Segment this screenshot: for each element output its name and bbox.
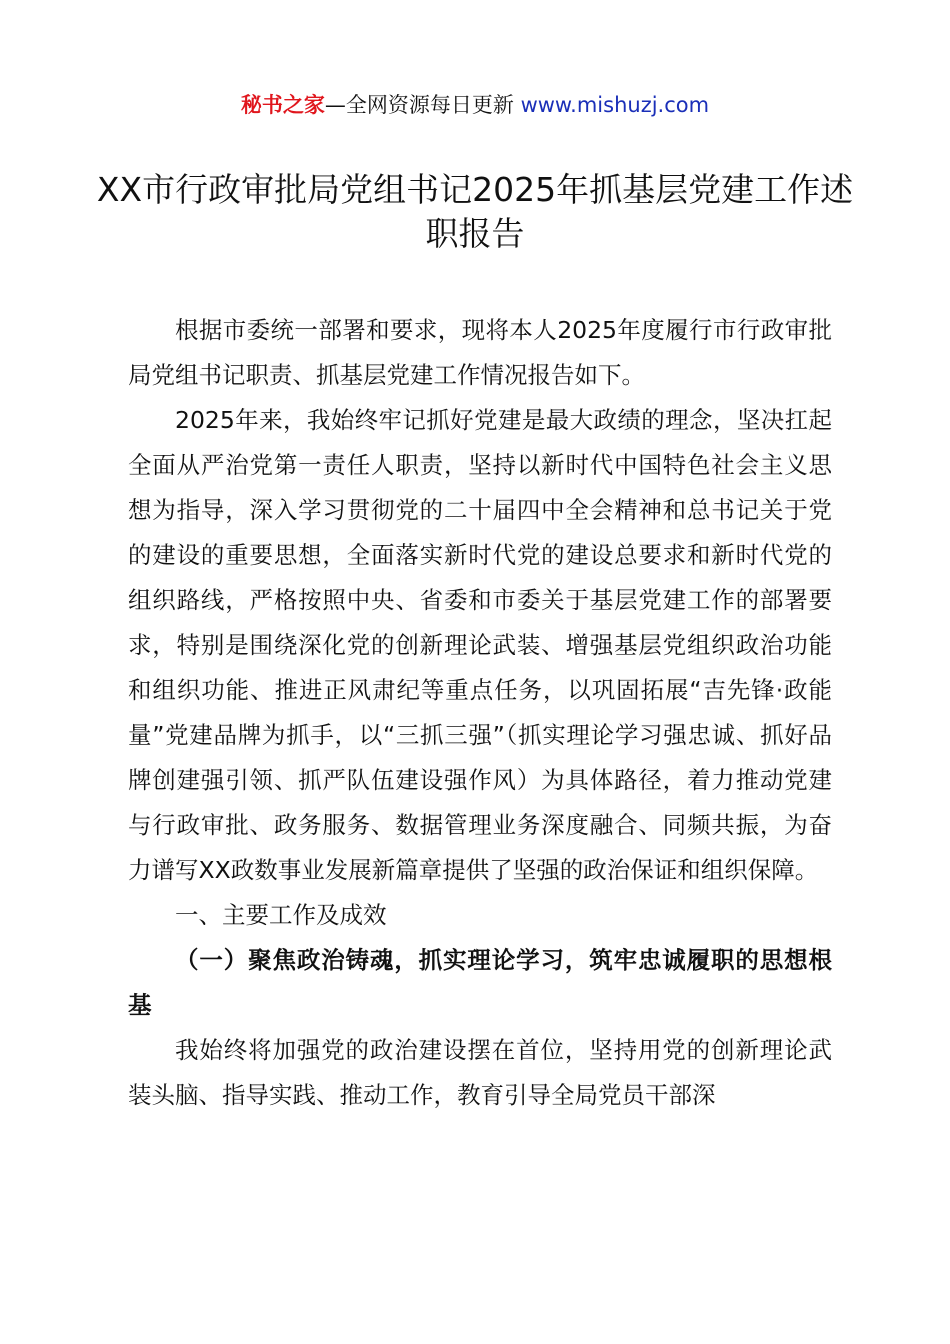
intro-paragraph: 根据市委统一部署和要求，现将本人2025年度履行市行政审批局党组书记职责、抓基层党建工作情况报告如下。 — [128, 316, 832, 389]
site-header — [0, 88, 950, 122]
document-title: XX市行政审批局党组书记2025年抓基层党建工作述职报告 — [96, 170, 854, 253]
document-body — [128, 308, 832, 1118]
section-heading: 一、主要工作及成效 — [175, 901, 387, 929]
subsection-paragraph: 我始终将加强党的政治建设摆在首位，坚持用党的创新理论武装头脑、指导实践、推动工作，教育引导全局党员干部深 — [128, 1036, 832, 1109]
brand-name: 秘书之家 — [240, 93, 325, 117]
header-tagline: —全网资源每日更新 — [324, 93, 521, 117]
site-url-link[interactable]: www.mishuzj.com — [520, 93, 710, 117]
subsection-heading: （一）聚焦政治铸魂，抓实理论学习，筑牢忠诚履职的思想根基 — [128, 946, 832, 1019]
overview-paragraph: 2025年来，我始终牢记抓好党建是最大政绩的理念，坚决扛起全面从严治党第一责任人职责，坚持以新时代中国特色社会主义思想为指导，深入学习贯彻党的二十届四中全会精神和总书记关于党的建设的重要思想，全面落实新时代党的建设总要求和新时代党的组织路线，严格按照中央、省委和市委关于基层党建工作的部署要求，特别是围绕深化党的创新理论武装、增强基层党组织政治功能和组织功能、推进正风肃纪等重点任务，以巩固拓展“吉先锋·政能量”党建品牌为抓手，以“三抓三强”（抓实理论学习强忠诚、抓好品牌创建强引领、抓严队伍建设强作风）为具体路径，着力推动党建与行政审批、政务服务、数据管理业务深度融合、同频共振，为奋力谱写XX政数事业发展新篇章提供了坚强的政治保证和组织保障。 — [128, 406, 832, 884]
